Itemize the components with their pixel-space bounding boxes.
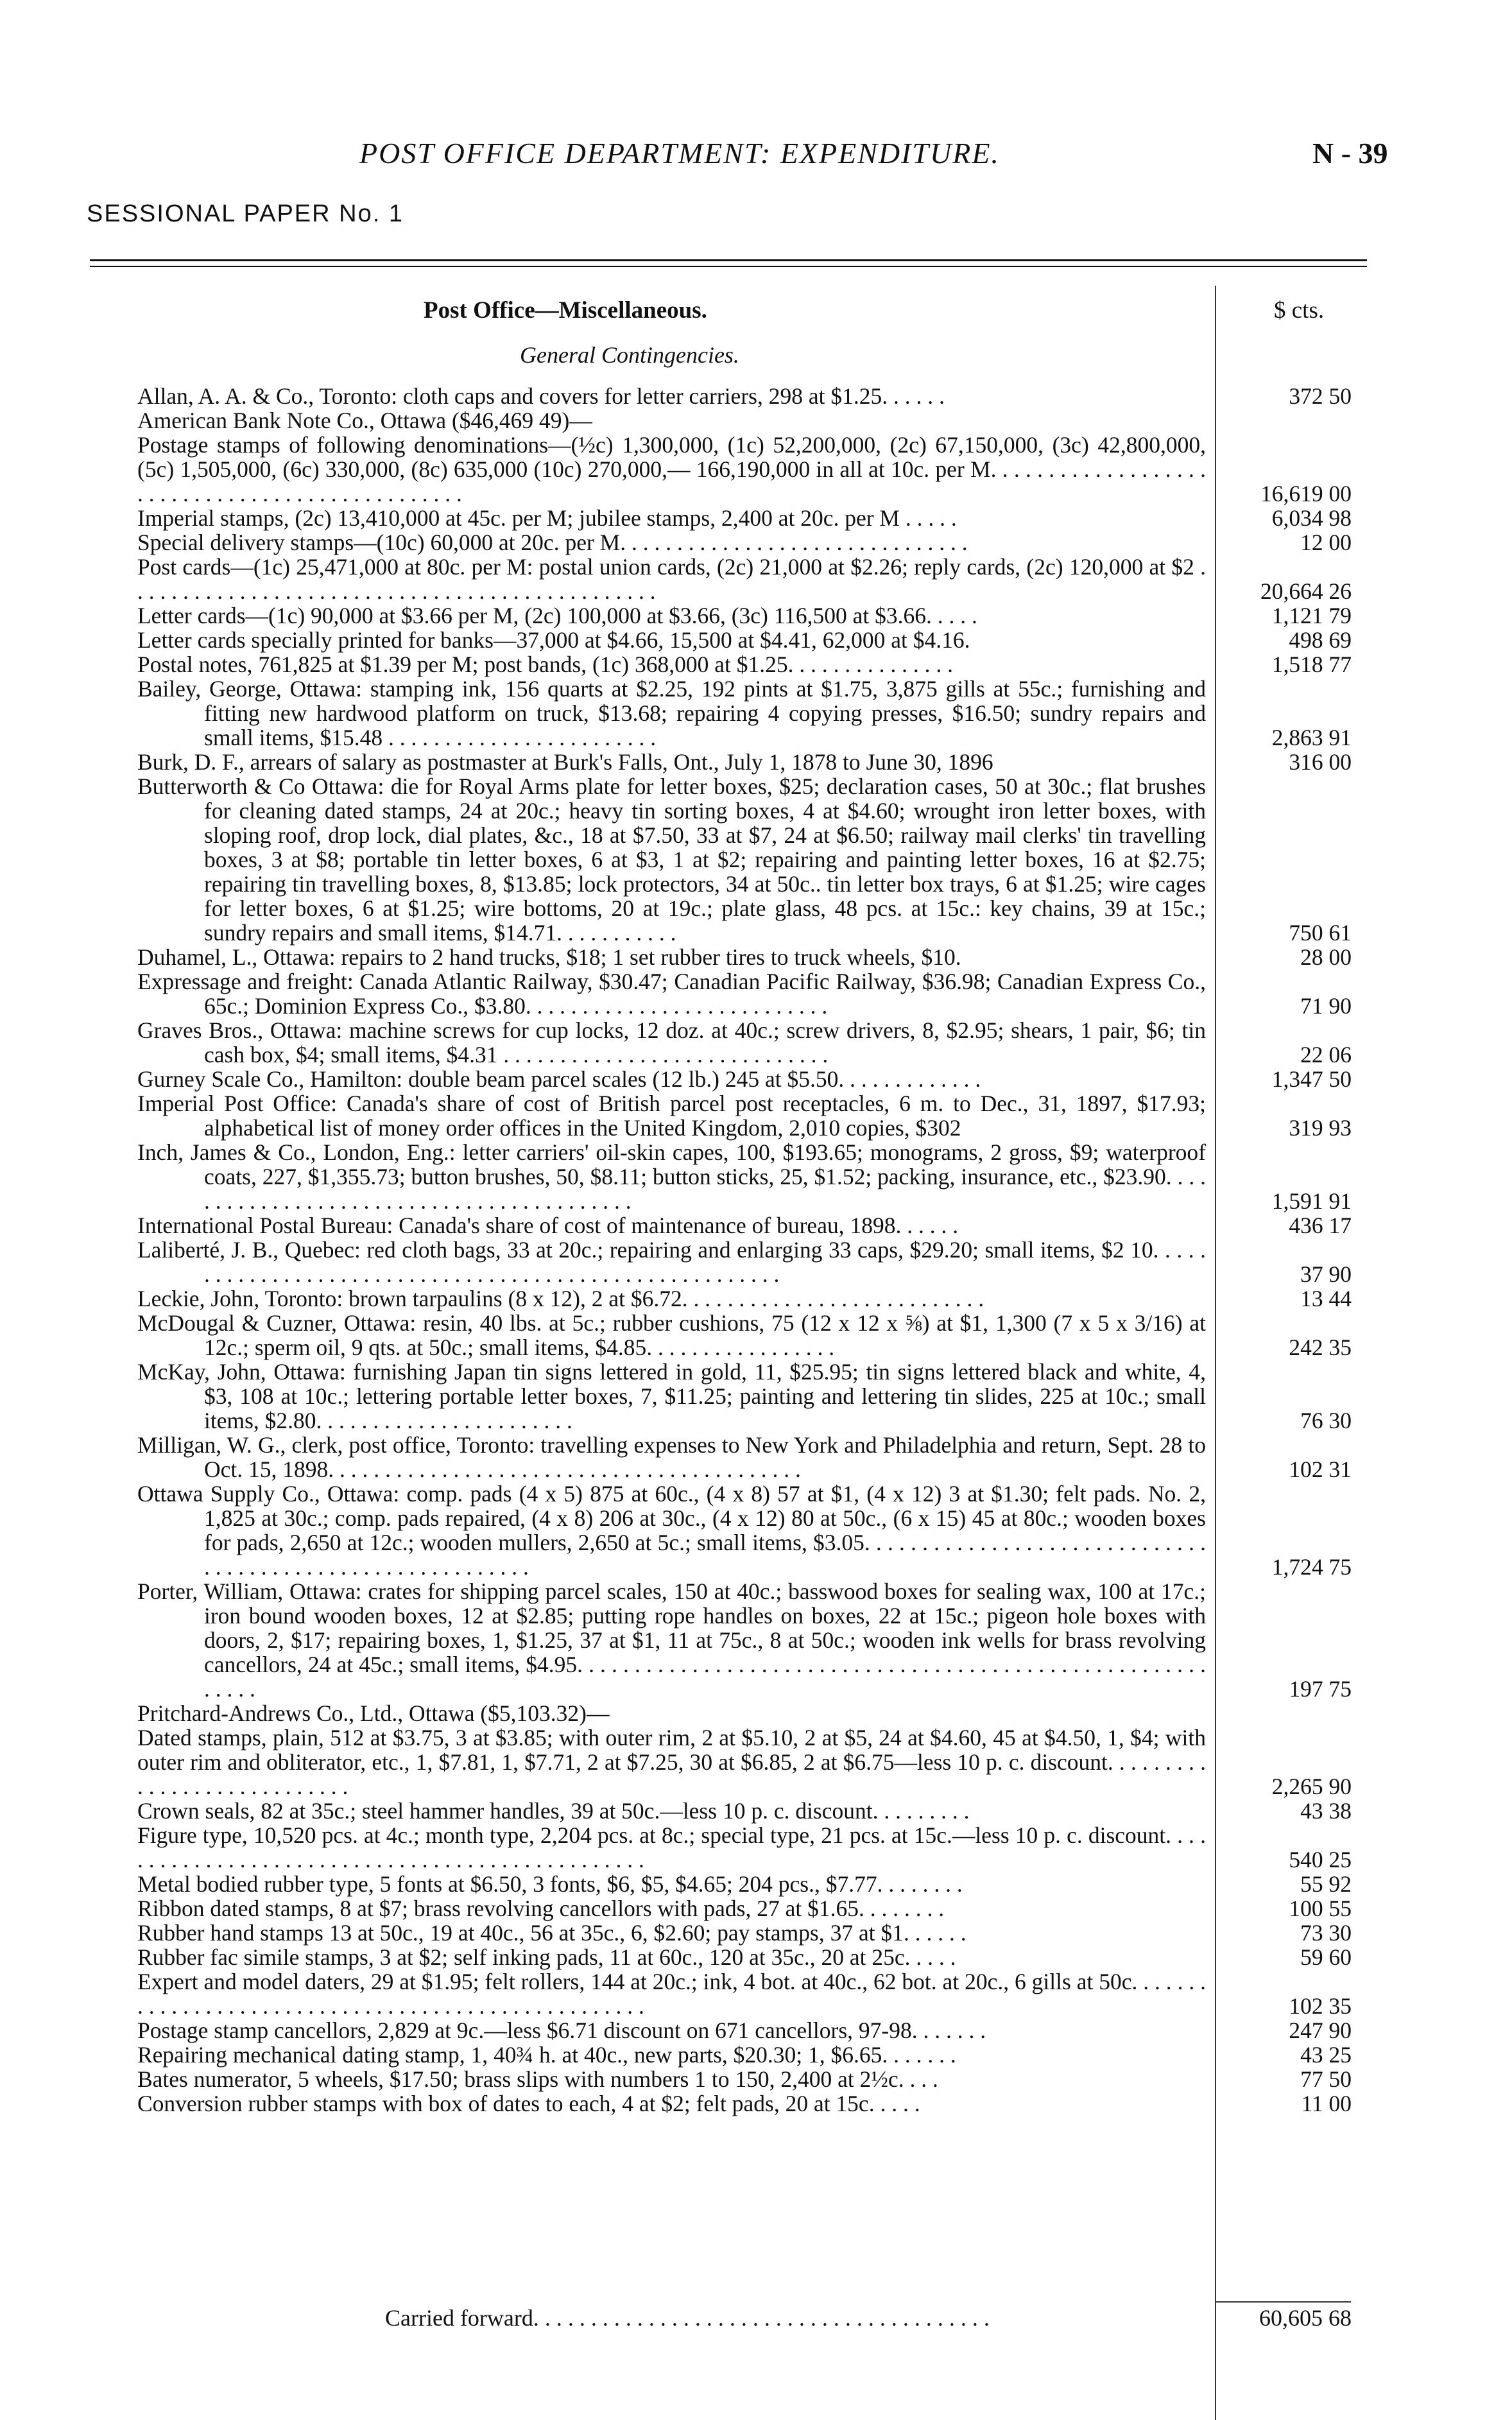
entry-amount: 197 75 xyxy=(1289,1676,1352,1702)
entry-amount: 22 06 xyxy=(1300,1042,1352,1067)
entry-amount: 1,518 77 xyxy=(1271,652,1352,677)
entry-description: Imperial stamps, (2c) 13,410,000 at 45c. per M; jubilee stamps, 2,400 at 20c. per M . . . . . xyxy=(137,505,957,531)
entry-row xyxy=(0,1823,1512,1872)
entry-description: Bates numerator, 5 wheels, $17.50; brass slips with numbers 1 to 150, 2,400 at 2½c. . . . xyxy=(137,2066,938,2092)
entry-amount: 20,664 26 xyxy=(1260,578,1352,604)
entry-row xyxy=(0,1799,1512,1823)
entry-amount: 498 69 xyxy=(1289,627,1352,653)
entry-description: Pritchard-Andrews Co., Ltd., Ottawa ($5,103.32)— xyxy=(137,1700,610,1726)
entry-description: Butterworth & Co Ottawa: die for Royal Arms plate for letter boxes, $25; declaration cases, 50 at 30c.; flat brushes for cleaning dated stamps, 24 at 20c.; heavy tin sorting boxes, 4 at $4.60; wrought iron letter boxes, with sloping roof, drop lock, dial plates, &c., 18 at $7.50, 33 at $7, 24 at $6.50; railway mail clerks' tin travelling boxes, 3 at $8; portable tin letter boxes, 6 at $3, 1 at $2; repairing and painting letter boxes, 16 at $2.75; repairing tin travelling boxes, 8, $13.85; lock protectors, 34 at 50c.. tin letter box trays, 6 at $1.25; wire cages for letter boxes, 6 at $1.25; wire bottoms, 20 at 19c.; plate glass, 48 pcs. at 15c.: key chains, 39 at 15c.; sundry repairs and small items, $14.71. . . . . . . . . . . xyxy=(137,774,1206,946)
entry-amount: 13 44 xyxy=(1300,1286,1352,1311)
carried-forward-amount: 60,605 68 xyxy=(1259,2305,1352,2331)
entry-amount: 16,619 00 xyxy=(1260,481,1352,506)
entry-amount: 102 35 xyxy=(1289,1993,1352,2019)
entry-amount: 436 17 xyxy=(1289,1213,1352,1238)
entry-amount: 1,591 91 xyxy=(1271,1188,1352,1214)
entry-row xyxy=(0,1067,1512,1091)
entry-row xyxy=(0,506,1512,530)
entry-row xyxy=(0,1872,1512,1896)
entry-description: Inch, James & Co., London, Eng.: letter carriers' oil-skin capes, 100, $193.65; monograms, 2 gross, $9; waterproof coats, 227, $1,355.73; button brushes, 50, $8.11; button sticks, 25, $1.52; packing, insurance, etc., $23.90. . . . . . . . . . . . . . . . . . . . . . . . . . . . . . . . . . . . . . . . . . xyxy=(137,1139,1206,1214)
entry-amount: 372 50 xyxy=(1289,383,1352,409)
entry-row xyxy=(0,1969,1512,2018)
entry-description: Post cards—(1c) 25,471,000 at 80c. per M: postal union cards, (2c) 21,000 at $2.26; reply cards, (2c) 120,000 at $2 . . . . . . . . . . . . . . . . . . . . . . . . . . . . . . . . . . . . . . . . . . . . . . . xyxy=(137,554,1206,604)
entry-amount: 100 55 xyxy=(1289,1896,1352,1921)
entry-row xyxy=(0,384,1512,408)
entry-amount: 750 61 xyxy=(1289,920,1352,946)
entry-description: Repairing mechanical dating stamp, 1, 40¾ h. at 40c., new parts, $20.30; 1, $6.65. . . . . . . xyxy=(137,2042,956,2068)
entry-amount: 102 31 xyxy=(1289,1456,1352,1482)
section-subtitle: General Contingencies. xyxy=(520,342,739,368)
entry-amount: 43 25 xyxy=(1300,2042,1352,2068)
entry-row xyxy=(0,1360,1512,1433)
entry-description: Ribbon dated stamps, 8 at $7; brass revolving cancellors with pads, 27 at $1.65. . . . . . . . xyxy=(137,1896,945,1921)
entry-row xyxy=(0,433,1512,506)
entry-description: Expressage and freight: Canada Atlantic Railway, $30.47; Canadian Pacific Railway, $36.98; Canadian Express Co., 65c.; Dominion Express Co., $3.80. . . . . . . . . . . . . . . . . . . . . . . . . . . xyxy=(137,969,1206,1019)
entry-amount: 6,034 98 xyxy=(1271,505,1352,531)
entry-description: Rubber hand stamps 13 at 50c., 19 at 40c., 56 at 35c., 6, $2.60; pay stamps, 37 at $1. . . . . . xyxy=(137,1920,966,1946)
entry-description: Letter cards—(1c) 90,000 at $3.66 per M, (2c) 100,000 at $3.66, (3c) 116,500 at $3.66. . . . . xyxy=(137,603,977,628)
entry-row xyxy=(0,628,1512,652)
entry-row xyxy=(0,2018,1512,2043)
entry-row xyxy=(0,969,1512,1018)
entry-description: Expert and model daters, 29 at $1.95; felt rollers, 144 at 20c.; ink, 4 bot. at 40c., 62 bot. at 20c., 6 gills at 50c. . . . . . . . . . . . . . . . . . . . . . . . . . . . . . . . . . . . . . . . . . . . . . . . . . . . xyxy=(137,1969,1206,2019)
entry-row xyxy=(0,603,1512,628)
entry-row xyxy=(0,945,1512,969)
entry-description: Allan, A. A. & Co., Toronto: cloth caps and covers for letter carriers, 298 at $1.25. . . . . . xyxy=(137,383,945,409)
entry-description: International Postal Bureau: Canada's share of cost of maintenance of bureau, 1898. . . . . . xyxy=(137,1213,959,1238)
entry-amount: 2,863 91 xyxy=(1271,725,1352,750)
entry-description: Postage stamp cancellors, 2,829 at 9c.—less $6.71 discount on 671 cancellors, 97-98. . . . . . . xyxy=(137,2018,986,2043)
entry-row xyxy=(0,1579,1512,1701)
entry-row xyxy=(0,1725,1512,1799)
entry-amount: 77 50 xyxy=(1300,2066,1352,2092)
entry-row xyxy=(0,1945,1512,1969)
entry-description: McKay, John, Ottawa: furnishing Japan tin signs lettered in gold, 11, $25.95; tin signs lettered black and white, 4, $3, 108 at 10c.; lettering portable letter boxes, 7, $11.25; painting and lettering tin slides, 225 at 10c.; small items, $2.80. . . . . . . . . . . . . . . . . . . . . . . xyxy=(137,1359,1206,1433)
entry-row xyxy=(0,1238,1512,1286)
entry-description: American Bank Note Co., Ottawa ($46,469 49)— xyxy=(137,408,592,433)
entry-description: Postage stamps of following denominations—(½c) 1,300,000, (1c) 52,200,000, (2c) 67,150,000, (3c) 42,800,000, (5c) 1,505,000, (6c) 330,000, (8c) 635,000 (10c) 270,000,— 166,190,000 in all at 10c. per M. . . . . . . . . . . . . . . . . . . . . . . . . . . . . . . . . . . . . . . . . . . . . . . . xyxy=(137,432,1206,506)
header-rule-thick xyxy=(90,259,1367,261)
running-head: POST OFFICE DEPARTMENT: EXPENDITURE. xyxy=(359,137,1000,169)
entry-row xyxy=(0,1018,1512,1067)
entry-description: Burk, D. F., arrears of salary as postmaster at Burk's Falls, Ont., July 1, 1878 to June 30, 1896 xyxy=(137,749,993,775)
entry-amount: 247 90 xyxy=(1289,2018,1352,2043)
entry-row xyxy=(0,530,1512,555)
entry-amount: 1,347 50 xyxy=(1271,1066,1352,1092)
entry-row xyxy=(0,1896,1512,1921)
entry-description: Graves Bros., Ottawa: machine screws for cup locks, 12 doz. at 40c.; screw drivers, 8, $2.95; shears, 1 pair, $6; tin cash box, $4; small items, $4.31 . . . . . . . . . . . . . . . . . . . . . . . . . . . . . xyxy=(137,1017,1206,1067)
entry-amount: 12 00 xyxy=(1300,530,1352,555)
carried-forward-rule xyxy=(1216,2301,1351,2303)
entry-row xyxy=(0,677,1512,750)
entry-description: Porter, William, Ottawa: crates for shipping parcel scales, 150 at 40c.; basswood boxes for sealing wax, 100 at 17c.; iron bound wooden boxes, 12 at $2.85; putting rope handles on boxes, 22 at 15c.; pigeon hole boxes with doors, 2, $17; repairing boxes, 1, $1.25, 37 at $1, 11 at 75c., 8 at 50c.; wooden ink wells for brass revolving cancellors, 24 at 45c.; small items, $4.95. . . . . . . . . . . . . . . . . . . . . . . . . . . . . . . . . . . . . . . . . . . . . . . . . . . . . . . . . . . . xyxy=(137,1578,1206,1702)
entry-row xyxy=(0,1311,1512,1360)
entry-description: Laliberté, J. B., Quebec: red cloth bags, 33 at 20c.; repairing and enlarging 33 caps, $29.20; small items, $2 10. . . . . . . . . . . . . . . . . . . . . . . . . . . . . . . . . . . . . . . . . . . . . . . . . . . . . . . . xyxy=(137,1237,1206,1287)
entry-description: Gurney Scale Co., Hamilton: double beam parcel scales (12 lb.) 245 at $5.50. . . . . . . . . . . . . xyxy=(137,1066,981,1092)
entry-row xyxy=(0,1140,1512,1213)
entry-row xyxy=(0,1701,1512,1725)
entry-description: Duhamel, L., Ottawa: repairs to 2 hand trucks, $18; 1 set rubber tires to truck wheels, $10. xyxy=(137,944,961,970)
entry-description: Figure type, 10,520 pcs. at 4c.; month type, 2,204 pcs. at 8c.; special type, 21 pcs. at 15c.—less 10 p. c. discount. . . . . . . . . . . . . . . . . . . . . . . . . . . . . . . . . . . . . . . . . . . . . . . . . xyxy=(137,1822,1206,1872)
entry-amount: 242 35 xyxy=(1289,1335,1352,1360)
entry-row xyxy=(0,555,1512,603)
entry-amount: 28 00 xyxy=(1300,944,1352,970)
entry-row xyxy=(0,652,1512,677)
entry-description: Letter cards specially printed for banks—37,000 at $4.66, 15,500 at $4.41, 62,000 at $4.16. xyxy=(137,627,970,653)
entry-row xyxy=(0,408,1512,433)
entry-description: Ottawa Supply Co., Ottawa: comp. pads (4 x 5) 875 at 60c., (4 x 8) 57 at $1, (4 x 12) 3 at $1.30; felt pads. No. 2, 1,825 at 30c.; comp. pads repaired, (4 x 8) 206 at 30c., (4 x 12) 80 at 50c., (6 x 15) 45 at 80c.; wooden boxes for pads, 2,650 at 12c.; wooden mullers, 2,650 at 5c.; small items, $3.05. . . . . . . . . . . . . . . . . . . . . . . . . . . . . . . . . . . . . . . . . . . . . . . . . . . . . . . . . . . xyxy=(137,1481,1206,1580)
entry-description: Special delivery stamps—(10c) 60,000 at 20c. per M. . . . . . . . . . . . . . . . . . . . . . . . . . . . . . . xyxy=(137,530,968,555)
sessional-paper-label: SESSIONAL PAPER No. 1 xyxy=(87,200,404,227)
entry-description: Bailey, George, Ottawa: stamping ink, 156 quarts at $2.25, 192 pints at $1.75, 3,875 gills at 55c.; furnishing and fitting new hardwood platform on truck, $13.68; repairing 4 copying presses, $16.50; sundry repairs and small items, $15.48 . . . . . . . . . . . . . . . . . . . . . . . . xyxy=(137,676,1206,750)
header-rule-thin xyxy=(90,266,1367,267)
entry-description: Dated stamps, plain, 512 at $3.75, 3 at $3.85; with outer rim, 2 at $5.10, 2 at $5, 24 at $4.60, 45 at $4.50, 1, $4; with outer rim and obliterator, etc., 1, $7.81, 1, $7.71, 2 at $7.25, 30 at $6.85, 2 at $6.75—less 10 p. c. discount. . . . . . . . . . . . . . . . . . . . . . . . . . . . xyxy=(137,1725,1206,1799)
entry-row xyxy=(0,2091,1512,2116)
entry-description: McDougal & Cuzner, Ottawa: resin, 40 lbs. at 5c.; rubber cushions, 75 (12 x 12 x ⅝) at $1, 1,300 (7 x 5 x 3/16) at 12c.; sperm oil, 9 qts. at 50c.; small items, $4.85. . . . . . . . . . . . . . . . . xyxy=(137,1310,1206,1360)
entry-description: Conversion rubber stamps with box of dates to each, 4 at $2; felt pads, 20 at 15c. . . . . xyxy=(137,2091,920,2116)
entry-row xyxy=(0,774,1512,945)
entry-amount: 1,724 75 xyxy=(1271,1554,1352,1580)
entry-description: Crown seals, 82 at 35c.; steel hammer handles, 39 at 50c.—less 10 p. c. discount. . . . . . . . . xyxy=(137,1798,970,1824)
page-number: N - 39 xyxy=(1312,137,1388,169)
entry-amount: 71 90 xyxy=(1300,993,1352,1019)
entry-description: Metal bodied rubber type, 5 fonts at $6.50, 3 fonts, $6, $5, $4.65; 204 pcs., $7.77. . . . . . . . xyxy=(137,1871,963,1897)
entry-amount: 2,265 90 xyxy=(1271,1774,1352,1799)
entry-amount: 316 00 xyxy=(1289,749,1352,775)
carried-forward-label: Carried forward. . . . . . . . . . . . . . . . . . . . . . . . . . . . . . . . . . . . . . . . xyxy=(385,2305,990,2331)
entry-amount: 59 60 xyxy=(1300,1944,1352,1970)
entry-row xyxy=(0,1433,1512,1482)
entry-amount: 37 90 xyxy=(1300,1261,1352,1287)
entry-description: Milligan, W. G., clerk, post office, Toronto: travelling expenses to New York and Philadelphia and return, Sept. 28 to Oct. 15, 1898. . . . . . . . . . . . . . . . . . . . . . . . . . . . . . . . . . . . . . . . . . xyxy=(137,1432,1206,1482)
entry-row xyxy=(0,1213,1512,1238)
entry-row xyxy=(0,2043,1512,2067)
entry-description: Imperial Post Office: Canada's share of cost of British parcel post receptacles, 6 m. to Dec., 31, 1897, $17.93; alphabetical list of money order offices in the United Kingdom, 2,010 copies, $302 xyxy=(137,1091,1206,1141)
entry-row xyxy=(0,2067,1512,2091)
entry-amount: 76 30 xyxy=(1300,1408,1352,1433)
entry-row xyxy=(0,1091,1512,1140)
entry-amount: 1,121 79 xyxy=(1271,603,1352,628)
entry-row xyxy=(0,1286,1512,1311)
entry-description: Leckie, John, Toronto: brown tarpaulins (8 x 12), 2 at $6.72. . . . . . . . . . . . . . . . . . . . . . . . . . . xyxy=(137,1286,984,1311)
entry-amount: 540 25 xyxy=(1289,1847,1352,1872)
entry-amount: 319 93 xyxy=(1289,1115,1352,1141)
entry-row xyxy=(0,1482,1512,1579)
entry-description: Postal notes, 761,825 at $1.39 per M; post bands, (1c) 368,000 at $1.25. . . . . . . . . . . . . . . xyxy=(137,652,953,677)
entry-row xyxy=(0,750,1512,774)
entry-amount: 55 92 xyxy=(1300,1871,1352,1897)
entry-row xyxy=(0,1921,1512,1945)
amount-column-head: $ cts. xyxy=(1274,297,1325,324)
entry-amount: 11 00 xyxy=(1301,2091,1352,2116)
expenditure-entries xyxy=(0,384,1512,2116)
entry-amount: 43 38 xyxy=(1300,1798,1352,1824)
entry-amount: 73 30 xyxy=(1300,1920,1352,1946)
section-title: Post Office—Miscellaneous. xyxy=(424,297,707,324)
entry-description: Rubber fac simile stamps, 3 at $2; self inking pads, 11 at 60c., 120 at 35c., 20 at 25c. . . . . xyxy=(137,1944,956,1970)
